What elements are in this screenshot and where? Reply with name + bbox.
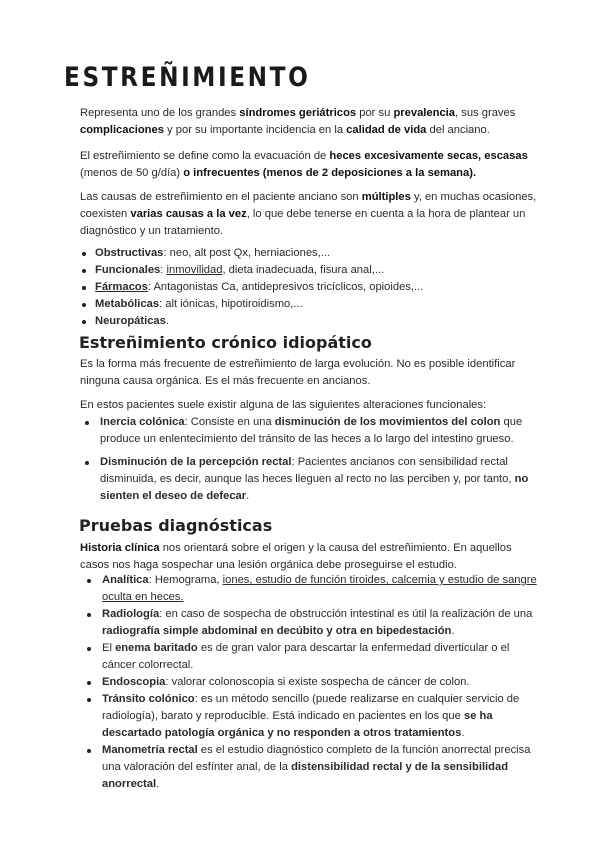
page-title: ESTREÑIMIENTO (64, 62, 311, 93)
section-heading-idiopathic: Estreñimiento crónico idiopático (79, 333, 372, 352)
list-item: Fármacos: Antagonistas Ca, antidepresivos tricíclicos, opioides,... (80, 279, 540, 296)
list-item: Metabólicas: alt iónicas, hipotiroidismo,... (80, 296, 540, 313)
intro-paragraph-2: El estreñimiento se define como la evacuación de heces excesivamente secas, escasas (menos de 50 g/día) o infrecuentes (menos de 2 deposiciones a la semana). (80, 150, 528, 179)
list-item: El enema baritado es de gran valor para descartar la enfermedad diverticular o el cáncer colorrectal. (80, 640, 540, 674)
list-item: Funcionales: inmovilidad, dieta inadecuada, fisura anal,... (80, 262, 540, 279)
intro-paragraph-1: Representa uno de los grandes síndromes geriátricos por su prevalencia, sus graves complicaciones y por su importante incidencia en la calidad de vida del anciano. (80, 107, 516, 136)
list-item: Inercia colónica: Consiste en una disminución de los movimientos del colon que produce un enlentecimiento del tránsito de las heces a lo largo del intestino grueso. (80, 414, 540, 448)
section-heading-diagnostic-tests: Pruebas diagnósticas (79, 516, 273, 535)
section1-paragraph-1: Es la forma más frecuente de estreñimiento de larga evolución. No es posible identificar ninguna causa orgánica. Es el más frecuente en ancianos. (80, 358, 516, 387)
list-item: Disminución de la percepción rectal: Pacientes ancianos con sensibilidad rectal disminuida, es decir, aunque las heces lleguen al recto no las perciben y, por tanto, no sienten el deseo de defecar. (80, 454, 540, 505)
list-item: Endoscopia: valorar colonoscopia si existe sospecha de cáncer de colon. (80, 674, 540, 691)
list-item: Tránsito colónico: es un método sencillo (puede realizarse en cualquier servicio de radiología), barato y reproducible. Está indicado en pacientes en los que se ha descartado patología orgánica y no responden a otros tratamientos. (80, 691, 540, 742)
section2-paragraph-1: Historia clínica nos orientará sobre el origen y la causa del estreñimiento. En aquellos casos nos haga sospechar una lesión orgánica debe proseguirse el estudio. (80, 542, 512, 571)
intro-paragraph-3: Las causas de estreñimiento en el paciente anciano son múltiples y, en muchas ocasiones, coexisten varias causas a la vez, lo que debe tenerse en cuenta a la hora de plantear un diagnóstico y un tratamiento. (80, 191, 537, 237)
list-item: Manometría rectal es el estudio diagnóstico completo de la función anorrectal precisa una valoración del esfínter anal, de la distensibilidad rectal y de la sensibilidad anorrectal. (80, 742, 540, 793)
functional-alterations-list (80, 414, 540, 505)
list-item: Analítica: Hemograma, iones, estudio de función tiroides, calcemia y estudio de sangre oculta en heces. (80, 572, 540, 606)
causes-list (80, 245, 540, 330)
list-item: Obstructivas: neo, alt post Qx, herniaciones,... (80, 245, 540, 262)
section1-paragraph-2: En estos pacientes suele existir alguna de las siguientes alteraciones funcionales: (80, 399, 487, 411)
list-item: Neuropáticas. (80, 313, 540, 330)
diagnostic-tests-list (80, 572, 540, 793)
list-item: Radiología: en caso de sospecha de obstrucción intestinal es útil la realización de una radiografía simple abdominal en decúbito y otra en bipedestación. (80, 606, 540, 640)
